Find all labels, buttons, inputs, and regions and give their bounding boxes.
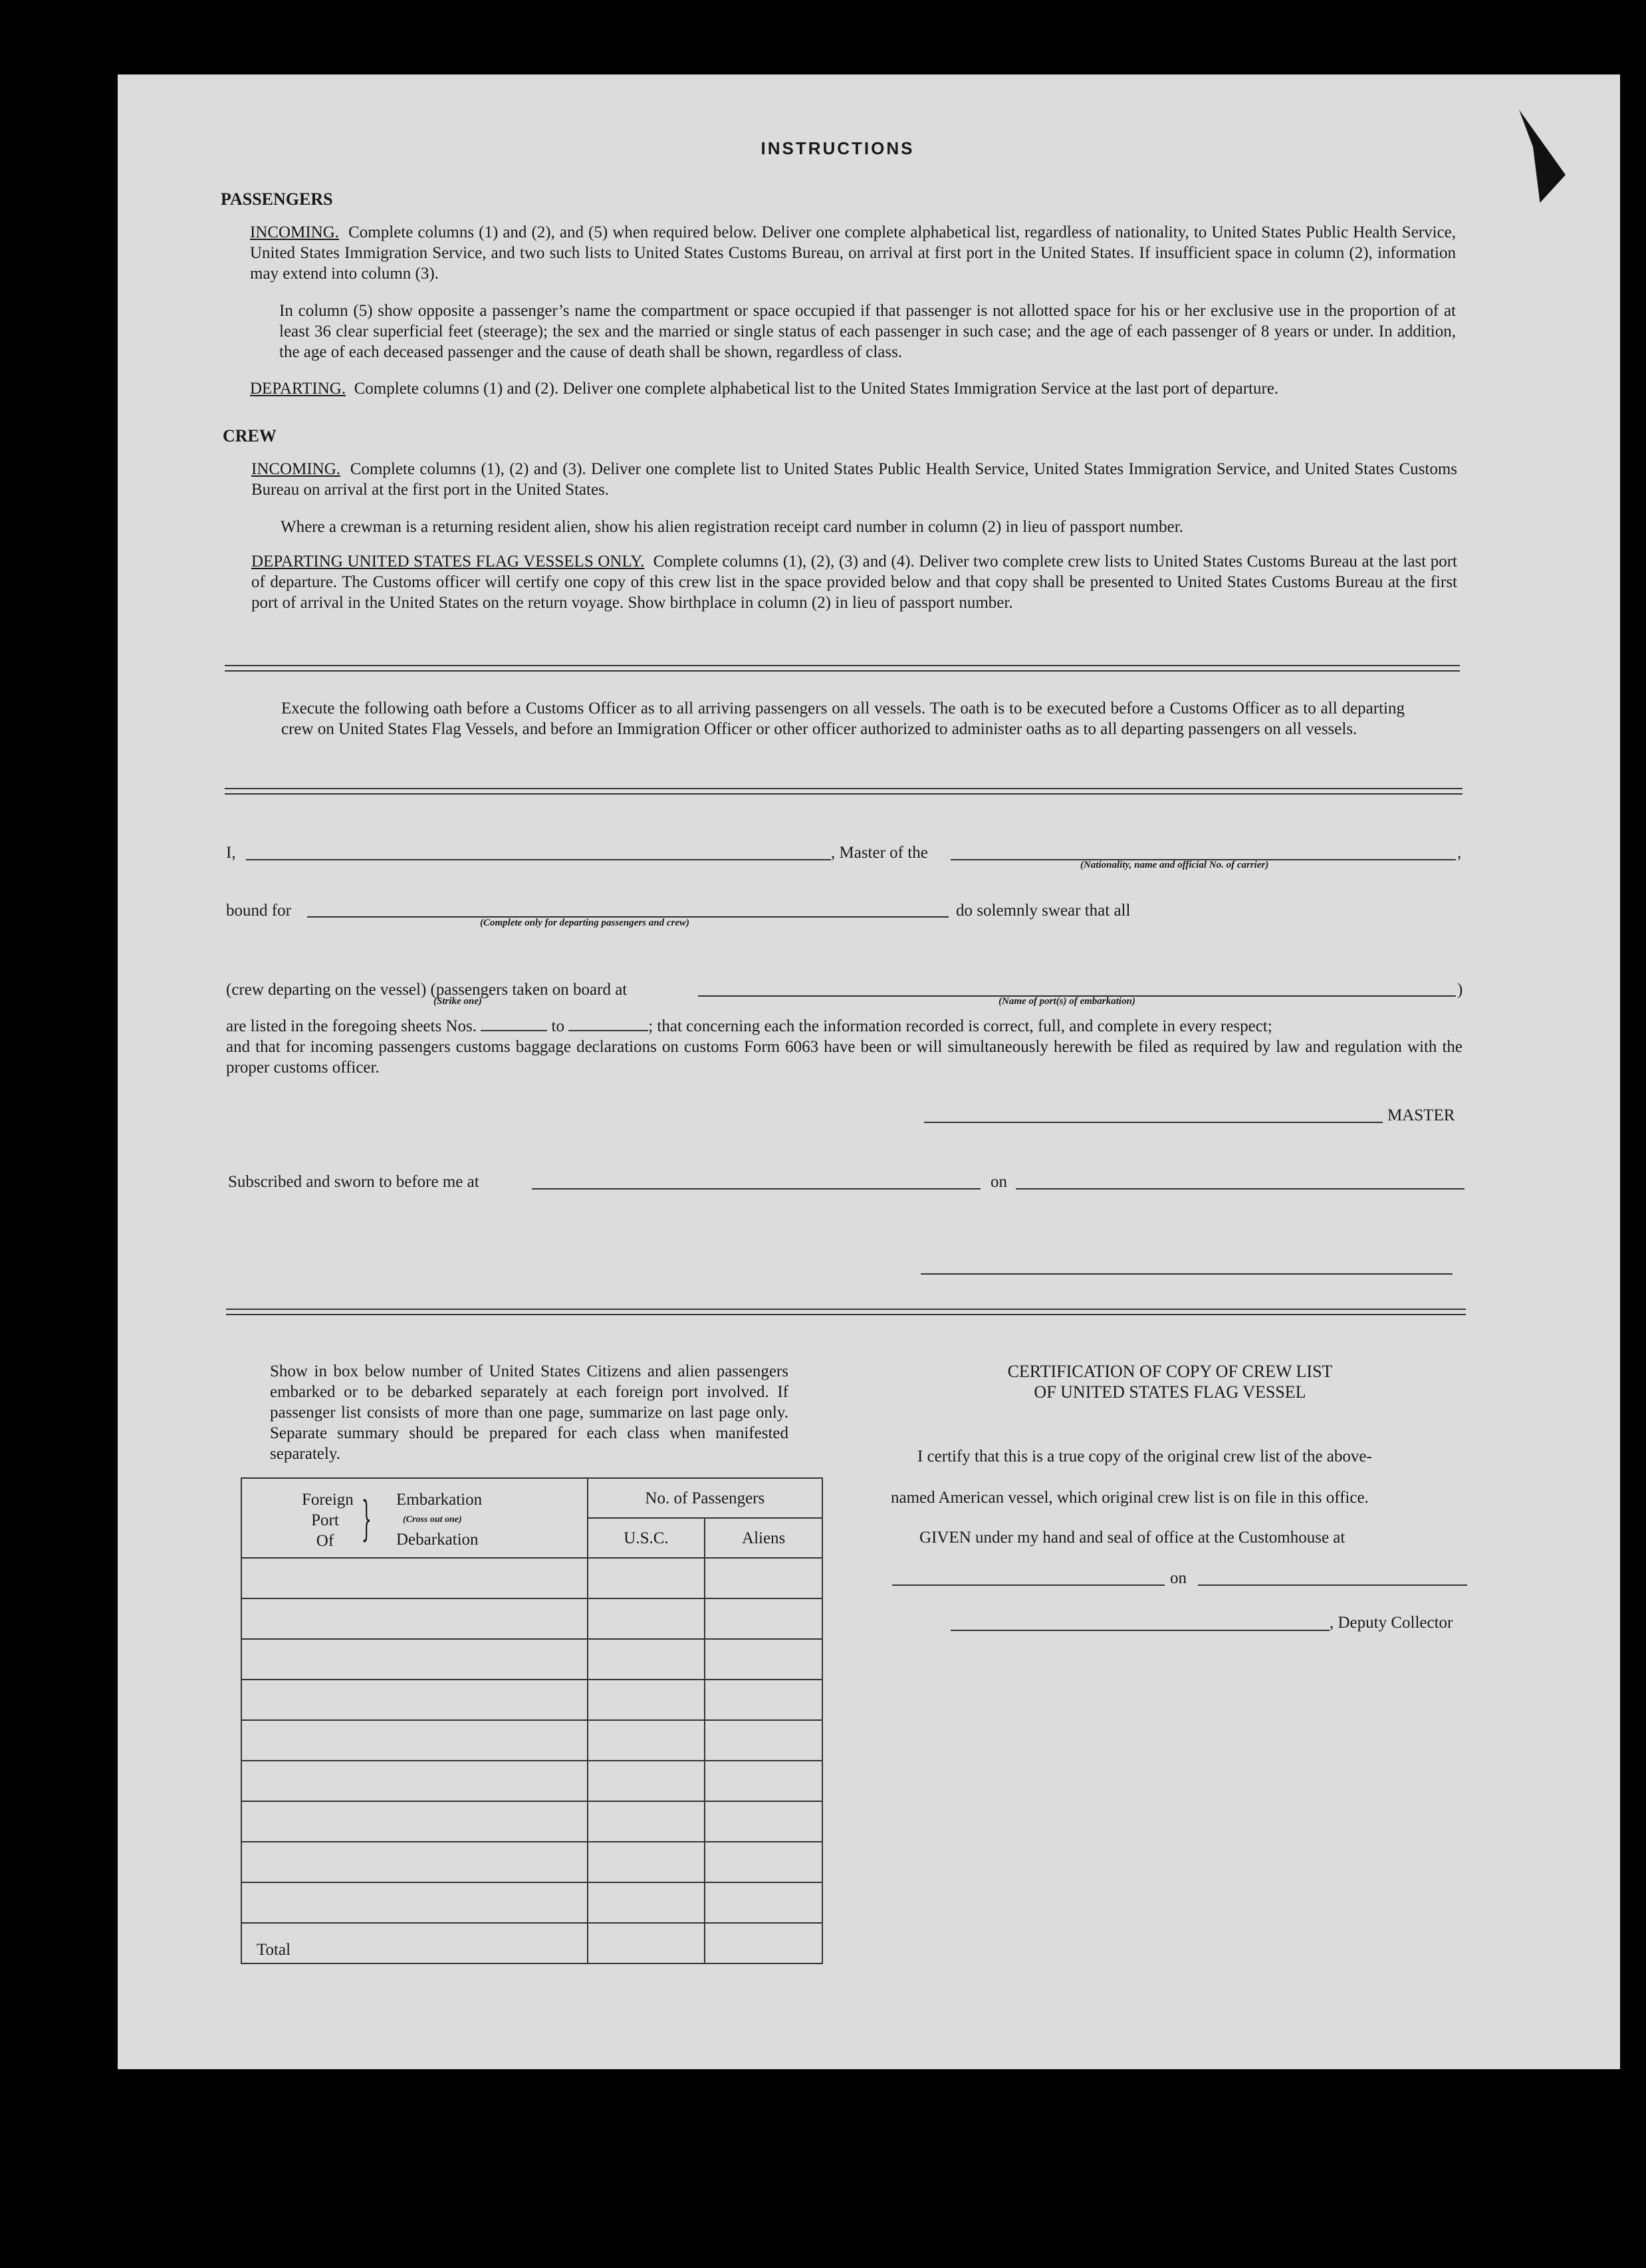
aliens-cell[interactable] [705, 1598, 822, 1639]
port-cell[interactable] [241, 1558, 588, 1598]
header-of: Of [316, 1531, 334, 1550]
aliens-cell[interactable] [705, 1680, 822, 1720]
passengers-incoming-label: INCOMING. [250, 223, 340, 241]
aliens-cell[interactable] [705, 1558, 822, 1598]
total-row [241, 1923, 822, 1963]
usc-cell[interactable] [588, 1598, 705, 1639]
header-debarkation: Debarkation [396, 1530, 479, 1549]
crew-heading: CREW [223, 426, 277, 445]
oath-crew-passengers: (crew departing on the vessel) (passengers taken on board at [226, 981, 628, 999]
usc-cell[interactable] [588, 1761, 705, 1801]
aliens-cell[interactable] [705, 1639, 822, 1680]
table-row [241, 1761, 822, 1801]
sheet-to-field[interactable] [568, 1017, 648, 1031]
table-row [241, 1558, 822, 1598]
total-usc-cell[interactable] [588, 1923, 705, 1963]
oath-i-label: I, [226, 844, 236, 862]
master-label: MASTER [1387, 1106, 1455, 1124]
instructions-title: INSTRUCTIONS [761, 138, 915, 158]
total-label: Total [241, 1923, 588, 1963]
usc-cell[interactable] [588, 1558, 705, 1598]
table-row [241, 1720, 822, 1761]
table-row [241, 1842, 822, 1882]
oath-comma: , [1457, 844, 1462, 862]
certification-line2: named American vessel, which original crew list is on file in this office. [891, 1489, 1369, 1507]
sworn-place-field[interactable] [532, 1188, 981, 1190]
port-cell[interactable] [241, 1680, 588, 1720]
master-name-field[interactable] [246, 859, 831, 860]
oath-listed-line [226, 1016, 1463, 1037]
passengers-departing-text: Complete columns (1) and (2). Deliver one complete alphabetical list to the United States Immigration Service at the last port of departure. [354, 380, 1279, 398]
total-aliens-cell[interactable] [705, 1923, 822, 1963]
divider-3 [226, 1309, 1466, 1315]
passengers-incoming [250, 222, 1456, 284]
crew-incoming [251, 459, 1457, 500]
passengers-departing-label: DEPARTING. [250, 380, 346, 398]
port-cell[interactable] [241, 1801, 588, 1842]
table-row [241, 1801, 822, 1842]
crew-incoming-text: Complete columns (1), (2) and (3). Deliver one complete list to United States Public Health Service, United States Immigration Service, and United States Customs Bureau on arrival at the first port in the United States. [251, 460, 1458, 499]
usc-cell[interactable] [588, 1842, 705, 1882]
oath-listed-cont: and that for incoming passengers customs baggage declarations on customs Form 6063 have been or will simultaneously herewith be filed as required by law and regulation with the proper customs officer. [226, 1038, 1463, 1076]
usc-cell[interactable] [588, 1801, 705, 1842]
header-foreign: Foreign [302, 1490, 354, 1509]
sworn-date-field[interactable] [1016, 1188, 1465, 1190]
certification-title-line1: CERTIFICATION OF COPY OF CREW LIST [1007, 1362, 1333, 1381]
oath-to-word: to [551, 1017, 564, 1035]
passengers-departing [250, 378, 1456, 399]
aliens-cell[interactable] [705, 1761, 822, 1801]
oath-listed-suffix: ; that concerning each the information recorded is correct, full, and complete in every respect; [648, 1017, 1272, 1035]
oath-master-of-the: , Master of the [831, 844, 928, 862]
oath-bound-for: bound for [226, 902, 291, 920]
strike-one-caption: (Strike one) [433, 996, 482, 1007]
header-cross-out: (Cross out one) [403, 1514, 462, 1525]
usc-cell[interactable] [588, 1882, 705, 1923]
customhouse-field[interactable] [892, 1584, 1165, 1586]
usc-cell[interactable] [588, 1680, 705, 1720]
subscribed-label: Subscribed and sworn to before me at [228, 1173, 479, 1191]
port-cell[interactable] [241, 1842, 588, 1882]
usc-cell[interactable] [588, 1720, 705, 1761]
passenger-summary-table [241, 1477, 823, 1964]
usc-cell[interactable] [588, 1639, 705, 1680]
deputy-signature-field[interactable] [951, 1630, 1330, 1631]
aliens-cell[interactable] [705, 1842, 822, 1882]
sheet-from-field[interactable] [481, 1017, 547, 1031]
crew-departing-text: Complete columns (1), (2), (3) and (4). Deliver two complete crew lists to United States Customs Bureau at the last port of departure. The Customs officer will certify one copy of this crew list in the space provided below and that copy shall be presented to United States Customs Bureau at the first port of arrival in the United States on the return voyage. Show birthplace in column (2) in lieu of passport number. [251, 553, 1458, 612]
port-caption: (Name of port(s) of embarkation) [999, 996, 1135, 1007]
port-cell[interactable] [241, 1720, 588, 1761]
certification-on: on [1170, 1569, 1187, 1587]
aliens-cell[interactable] [705, 1720, 822, 1761]
table-row [241, 1639, 822, 1680]
header-usc: U.S.C. [588, 1518, 705, 1558]
summary-instruction: Show in box below number of United States Citizens and alien passengers embarked or to be debarked separately at each foreign port involved. If passenger list consists of more than one page, summarize on last page only. Separate summary should be prepared for each class when manifested separately. [270, 1362, 788, 1463]
table-row [241, 1680, 822, 1720]
header-no-passengers: No. of Passengers [588, 1478, 822, 1518]
crew-departing-label: DEPARTING UNITED STATES FLAG VESSELS ONLY. [251, 553, 645, 570]
certification-title-line2: OF UNITED STATES FLAG VESSEL [1034, 1382, 1306, 1402]
deputy-collector-label: , Deputy Collector [1330, 1614, 1453, 1632]
table-row [241, 1882, 822, 1923]
certification-date-field[interactable] [1198, 1584, 1467, 1586]
bound-caption: (Complete only for departing passengers and crew) [480, 918, 689, 928]
certification-line3: GIVEN under my hand and seal of office at the Customhouse at [919, 1529, 1346, 1547]
passengers-heading: PASSENGERS [221, 189, 333, 209]
table-row [241, 1598, 822, 1639]
passengers-incoming-text: Complete columns (1) and (2), and (5) when required below. Deliver one complete alphabetical list, regardless of nationality, to United States Public Health Service, United States Immigration Service, and two such lists to United States Customs Bureau, on arrival at first port in the United States. If insufficient space in column (2), information may extend into column (3). [250, 223, 1457, 283]
oath-listed-prefix: are listed in the foregoing sheets Nos. [226, 1017, 477, 1035]
oath-instruction: Execute the following oath before a Customs Officer as to all arriving passengers on all vessels. The oath is to be executed before a Customs Officer as to all departing crew on United States Flag Vessels, and before an Immigration Officer or other officer authorized to administer oaths as to all departing passengers on all vessels. [281, 699, 1405, 738]
header-port: Port [311, 1511, 339, 1529]
oath-swear: do solemnly swear that all [956, 902, 1131, 920]
oath-close-paren: ) [1457, 981, 1463, 999]
divider-1 [225, 665, 1460, 672]
carrier-caption: (Nationality, name and official No. of carrier) [1080, 860, 1269, 870]
port-cell[interactable] [241, 1639, 588, 1680]
certification-title [878, 1361, 1463, 1402]
certification-line1: I certify that this is a true copy of the original crew list of the above- [917, 1448, 1372, 1465]
subscribed-on: on [991, 1173, 1007, 1191]
port-cell[interactable] [241, 1598, 588, 1639]
crew-alien: Where a crewman is a returning resident alien, show his alien registration receipt card number in column (2) in lieu of passport number. [281, 518, 1183, 536]
crew-incoming-label: INCOMING. [251, 460, 341, 478]
aliens-cell[interactable] [705, 1801, 822, 1842]
brace-icon: } [361, 1491, 372, 1546]
header-aliens: Aliens [705, 1518, 822, 1558]
port-cell[interactable] [241, 1761, 588, 1801]
crew-departing [251, 551, 1457, 613]
officer-signature-field[interactable] [921, 1273, 1453, 1275]
passengers-column5: In column (5) show opposite a passenger’s name the compartment or space occupied if that passenger is not allotted space for his or her exclusive use in the proportion of at least 36 clear superficial feet (steerage); the sex and the married or single status of each passenger in such case; and the age of each passenger of 8 years or under. In addition, the age of each deceased passenger and the cause of death shall be shown, regardless of class. [279, 302, 1456, 361]
header-embarkation: Embarkation [396, 1490, 483, 1509]
port-cell[interactable] [241, 1882, 588, 1923]
master-signature-field[interactable] [924, 1122, 1383, 1123]
port-header-cell [241, 1478, 588, 1558]
divider-2 [225, 788, 1463, 795]
aliens-cell[interactable] [705, 1882, 822, 1923]
